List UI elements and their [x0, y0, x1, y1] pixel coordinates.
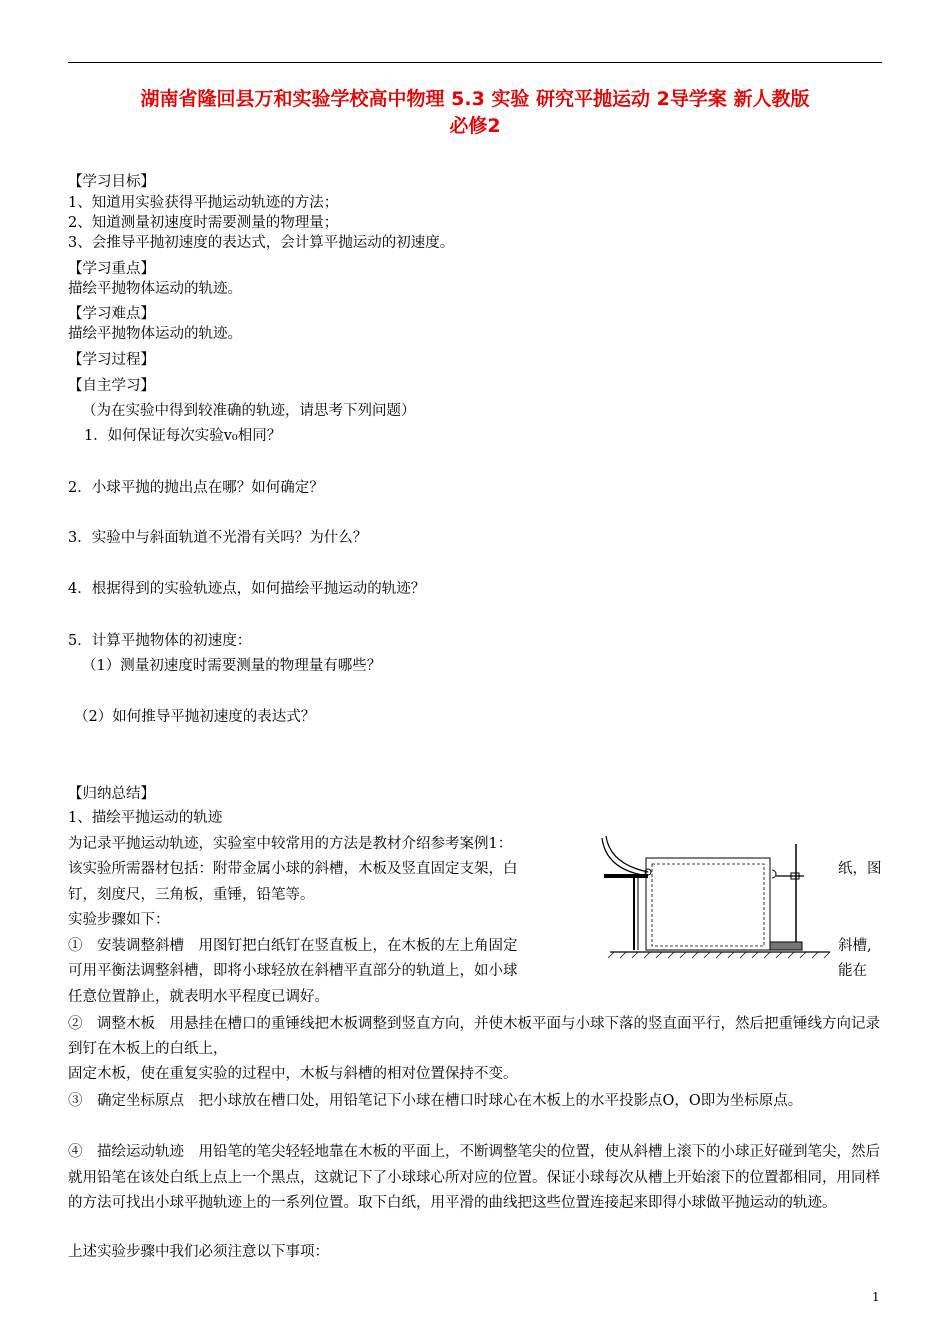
- page-title: [68, 86, 882, 140]
- self-study-intro: （为在实验中得到较准确的轨迹，请思考下列问题）: [82, 403, 416, 419]
- stand-base: [770, 942, 802, 950]
- question-5: 5．计算平抛物体的初速度：: [68, 633, 252, 649]
- inclined-chute: [602, 836, 648, 876]
- step-1a: ① 安装调整斜槽 用图钉把白纸钉在竖直板上，在木板的左上角固定: [68, 938, 518, 954]
- notes-line: 上述实验步骤中我们必须注意以下事项：: [68, 1244, 329, 1260]
- question-4: 4．根据得到的实验轨迹点，如何描绘平抛运动的轨迹？: [68, 581, 426, 597]
- page-number: 1: [872, 1290, 880, 1304]
- step-3: ③ 确定坐标原点 把小球放在槽口处，用铅笔记下小球在槽口时球心在木板上的水平投影点O，O即为坐标原点。: [68, 1093, 803, 1109]
- step-1c: 任意位置静止，就表明水平程度已调好。: [68, 989, 329, 1005]
- key-point-text: 描绘平抛物体运动的轨迹。: [68, 281, 242, 297]
- summary-item-1: 1、描绘平抛运动的轨迹: [68, 810, 223, 826]
- step-1a-right: 斜槽,: [838, 938, 872, 954]
- white-paper: [652, 864, 764, 946]
- chute-ledge: [604, 874, 648, 878]
- summary-heading: 【归纳总结】: [68, 786, 155, 802]
- difficulty-text: 描绘平抛物体运动的轨迹。: [68, 326, 242, 342]
- goal-item-2: 2、知道测量初速度时需要测量的物理量；: [68, 215, 339, 231]
- paragraph-1b: 该实验所需器材包括：附带金属小球的斜槽，木板及竖直固定支架，白: [68, 861, 518, 877]
- paragraph-1b-right: 纸，图: [838, 861, 882, 877]
- goals-heading: 【学习目标】: [68, 174, 155, 190]
- self-study-heading: 【自主学习】: [68, 378, 155, 394]
- title-line-1: 湖南省隆回县万和实验学校高中物理 5.3 实验 研究平抛运动 2导学案 新人教版: [140, 88, 810, 110]
- step-2b: 固定木板，使在重复实验的过程中，木板与斜槽的相对位置保持不变。: [68, 1066, 518, 1082]
- process-heading: 【学习过程】: [68, 352, 155, 368]
- ground-hatching: [608, 952, 830, 958]
- question-3: 3．实验中与斜面轨道不光滑有关吗？为什么？: [68, 530, 368, 546]
- header-rule: [68, 62, 882, 63]
- question-5-1: （1）测量初速度时需要测量的物理量有哪些？: [82, 658, 382, 674]
- apparatus-diagram: [600, 834, 840, 964]
- goal-item-3: 3、会推导平抛初速度的表达式，会计算平抛运动的初速度。: [68, 235, 455, 251]
- question-1: 1．如何保证每次实验v₀相同？: [84, 428, 282, 444]
- question-5-2: （2）如何推导平抛初速度的表达式？: [74, 709, 316, 725]
- question-2: 2．小球平抛的抛出点在哪？如何确定？: [68, 480, 324, 496]
- paragraph-1a: 为记录平抛运动轨迹，实验室中较常用的方法是教材介绍参考案例1：: [68, 836, 513, 852]
- clamp-jaw: [772, 870, 776, 878]
- title-line-2: 必修2: [449, 115, 501, 137]
- steps-heading: 实验步骤如下：: [68, 912, 170, 928]
- wooden-board: [646, 858, 770, 950]
- difficulty-heading: 【学习难点】: [68, 306, 155, 322]
- step-4: ④ 描绘运动轨迹 用铅笔的笔尖轻轻地靠在木板的平面上，不断调整笔尖的位置，使从斜槽上滚下的小球正好碰到笔尖，然后就用铅笔在该处白纸上点上一个黑点，这就记下了小球球心所对应的位置。保证小球每次从槽上开始滚下的位置都相同，用同样的方法可找出小球平抛轨迹上的一系列位置。取下白纸，用平滑的曲线把这些位置连接起来即得小球做平抛运动的轨迹。: [68, 1144, 880, 1211]
- key-point-heading: 【学习重点】: [68, 261, 155, 277]
- paragraph-1c: 钉，刻度尺，三角板，重锤，铅笔等。: [68, 887, 315, 903]
- step-1b: 可用平衡法调整斜槽，即将小球轻放在斜槽平直部分的轨道上，如小球: [68, 963, 518, 979]
- goal-item-1: 1、知道用实验获得平抛运动轨迹的方法；: [68, 195, 339, 211]
- step-2: ② 调整木板 用悬挂在槽口的重锤线把木板调整到竖直方向，并使木板平面与小球下落的竖直面平行，然后把重锤线方向记录到钉在木板上的白纸上，: [68, 1016, 880, 1057]
- step-1b-right: 能在: [838, 963, 867, 979]
